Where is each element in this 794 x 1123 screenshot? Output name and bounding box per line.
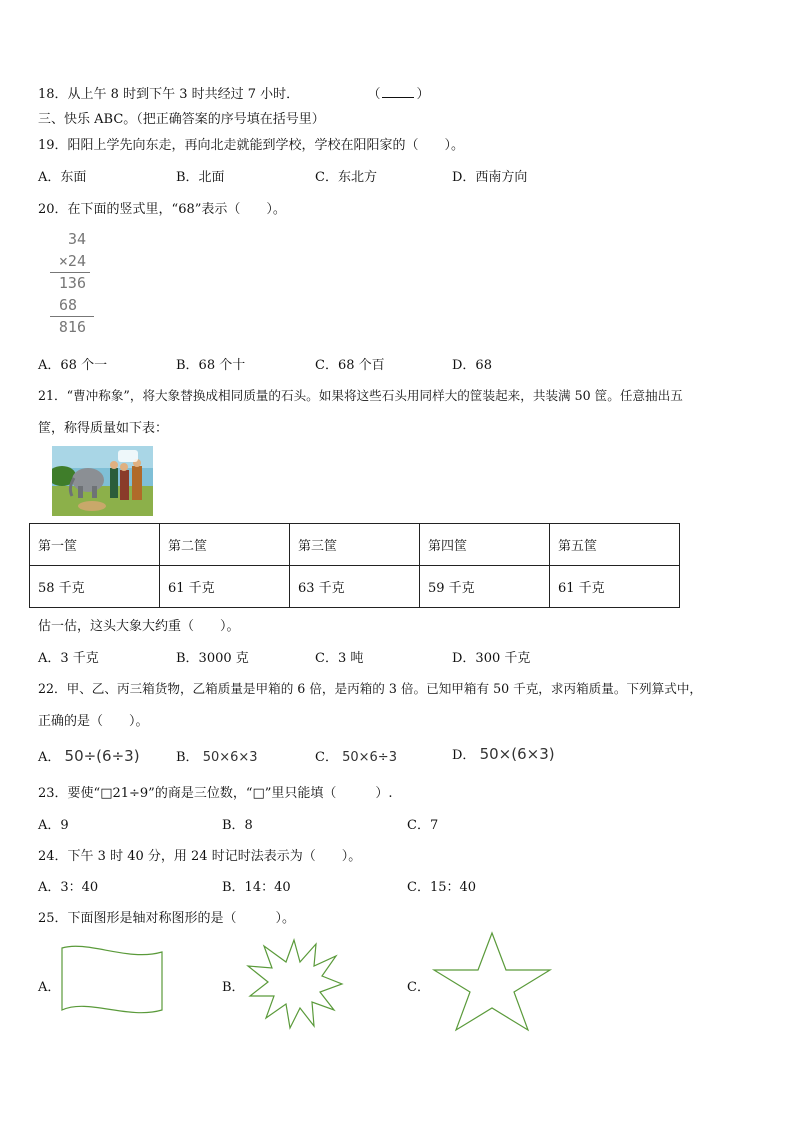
option-d[interactable]: D．68 (452, 358, 492, 373)
q25-text: 25．下面图形是轴对称图形的是（ ）。 (38, 911, 296, 926)
table-row (30, 566, 680, 608)
option-b[interactable]: B． (222, 980, 245, 995)
table-header-cell: 第五筐 (550, 524, 680, 566)
vertical-line-3: 136 (58, 274, 86, 292)
option-c[interactable]: C．3 吨 (315, 651, 364, 666)
q22-text-cont: 正确的是（ ）。 (38, 714, 149, 729)
option-b[interactable]: B．14：40 (222, 880, 291, 895)
table-header-cell: 第一筐 (30, 524, 160, 566)
vertical-multiplication (56, 228, 116, 340)
vertical-rule (50, 272, 90, 273)
answer-blank[interactable] (382, 86, 414, 98)
q23-text: 23．要使“□21÷9”的商是三位数，“□”里只能填（ ）. (38, 786, 393, 801)
table-cell: 59 千克 (420, 566, 550, 608)
option-a[interactable]: A．68 个一 (38, 358, 108, 373)
q22-text: 22．甲、乙、丙三箱货物，乙箱质量是甲箱的 6 倍，是丙箱的 3 倍。已知甲箱有 50 千克，求丙箱质量。下列算式中， (38, 681, 703, 696)
table-cell: 61 千克 (160, 566, 290, 608)
formula-b: 50×6×3 (202, 750, 258, 765)
table-cell: 61 千克 (550, 566, 680, 608)
formula-c: 50×6÷3 (342, 750, 397, 765)
table-cell: 58 千克 (30, 566, 160, 608)
option-c[interactable]: C．东北方 (315, 170, 377, 185)
option-b[interactable]: B．北面 (176, 170, 225, 185)
formula-a: 50÷(6÷3) (64, 747, 140, 765)
elephant-illustration (52, 446, 153, 516)
vertical-line-4: 68 (58, 296, 77, 314)
table-header-cell: 第三筐 (290, 524, 420, 566)
vertical-line-1: 34 (67, 230, 86, 248)
vertical-line-2: ×24 (58, 252, 86, 270)
q19-text: 19．阳阳上学先向东走，再向北走就能到学校，学校在阳阳家的（ ）。 (38, 138, 465, 153)
option-a[interactable]: A．东面 (38, 170, 87, 185)
table-row (30, 524, 680, 566)
option-b[interactable]: B．68 个十 (176, 358, 246, 373)
burst-shape (244, 934, 344, 1030)
option-a[interactable]: A．3 千克 (38, 651, 99, 666)
option-b[interactable]: B．3000 克 (176, 651, 249, 666)
option-a[interactable]: A． 50÷(6÷3) (38, 747, 140, 765)
q21-estimate: 估一估，这头大象大约重（ ）。 (38, 619, 240, 634)
q20-text: 20．在下面的竖式里，“68”表示（ ）。 (38, 202, 286, 217)
table-cell: 63 千克 (290, 566, 420, 608)
q18-text: 18．从上午 8 时到下午 3 时共经过 7 小时． （ ） (38, 87, 430, 102)
option-c[interactable]: C．68 个百 (315, 358, 385, 373)
option-a[interactable]: A．9 (38, 818, 69, 833)
option-c[interactable]: C． 50×6÷3 (315, 750, 397, 765)
q24-text: 24．下午 3 时 40 分，用 24 时记时法表示为（ ）。 (38, 849, 362, 864)
formula-d: 50×(6×3) (479, 745, 555, 763)
flag-shape (58, 944, 166, 1016)
table-header-cell: 第二筐 (160, 524, 290, 566)
option-b[interactable]: B．8 (222, 818, 253, 833)
vertical-rule (50, 316, 94, 317)
option-b[interactable]: B． 50×6×3 (176, 750, 258, 765)
q21-text-cont: 筐，称得质量如下表： (38, 421, 169, 436)
option-c[interactable]: C．7 (407, 818, 439, 833)
option-c[interactable]: C． (407, 980, 430, 995)
option-d[interactable]: D． 50×(6×3) (452, 745, 555, 763)
section-heading: 三、快乐 ABC。（把正确答案的序号填在括号里） (38, 112, 325, 127)
vertical-line-5: 816 (58, 318, 86, 336)
option-a[interactable]: A．3：40 (38, 880, 99, 895)
option-d[interactable]: D．300 千克 (452, 651, 531, 666)
star-shape (430, 930, 554, 1034)
option-c[interactable]: C．15：40 (407, 880, 477, 895)
q21-text: 21．“曹冲称象”，将大象替换成相同质量的石头。如果将这些石头用同样大的筐装起来，共装满 50 筐。任意抽出五 (38, 388, 683, 403)
table-header-cell: 第四筐 (420, 524, 550, 566)
weights-table (29, 523, 680, 608)
option-a[interactable]: A． (38, 980, 61, 995)
option-d[interactable]: D．西南方向 (452, 170, 528, 185)
